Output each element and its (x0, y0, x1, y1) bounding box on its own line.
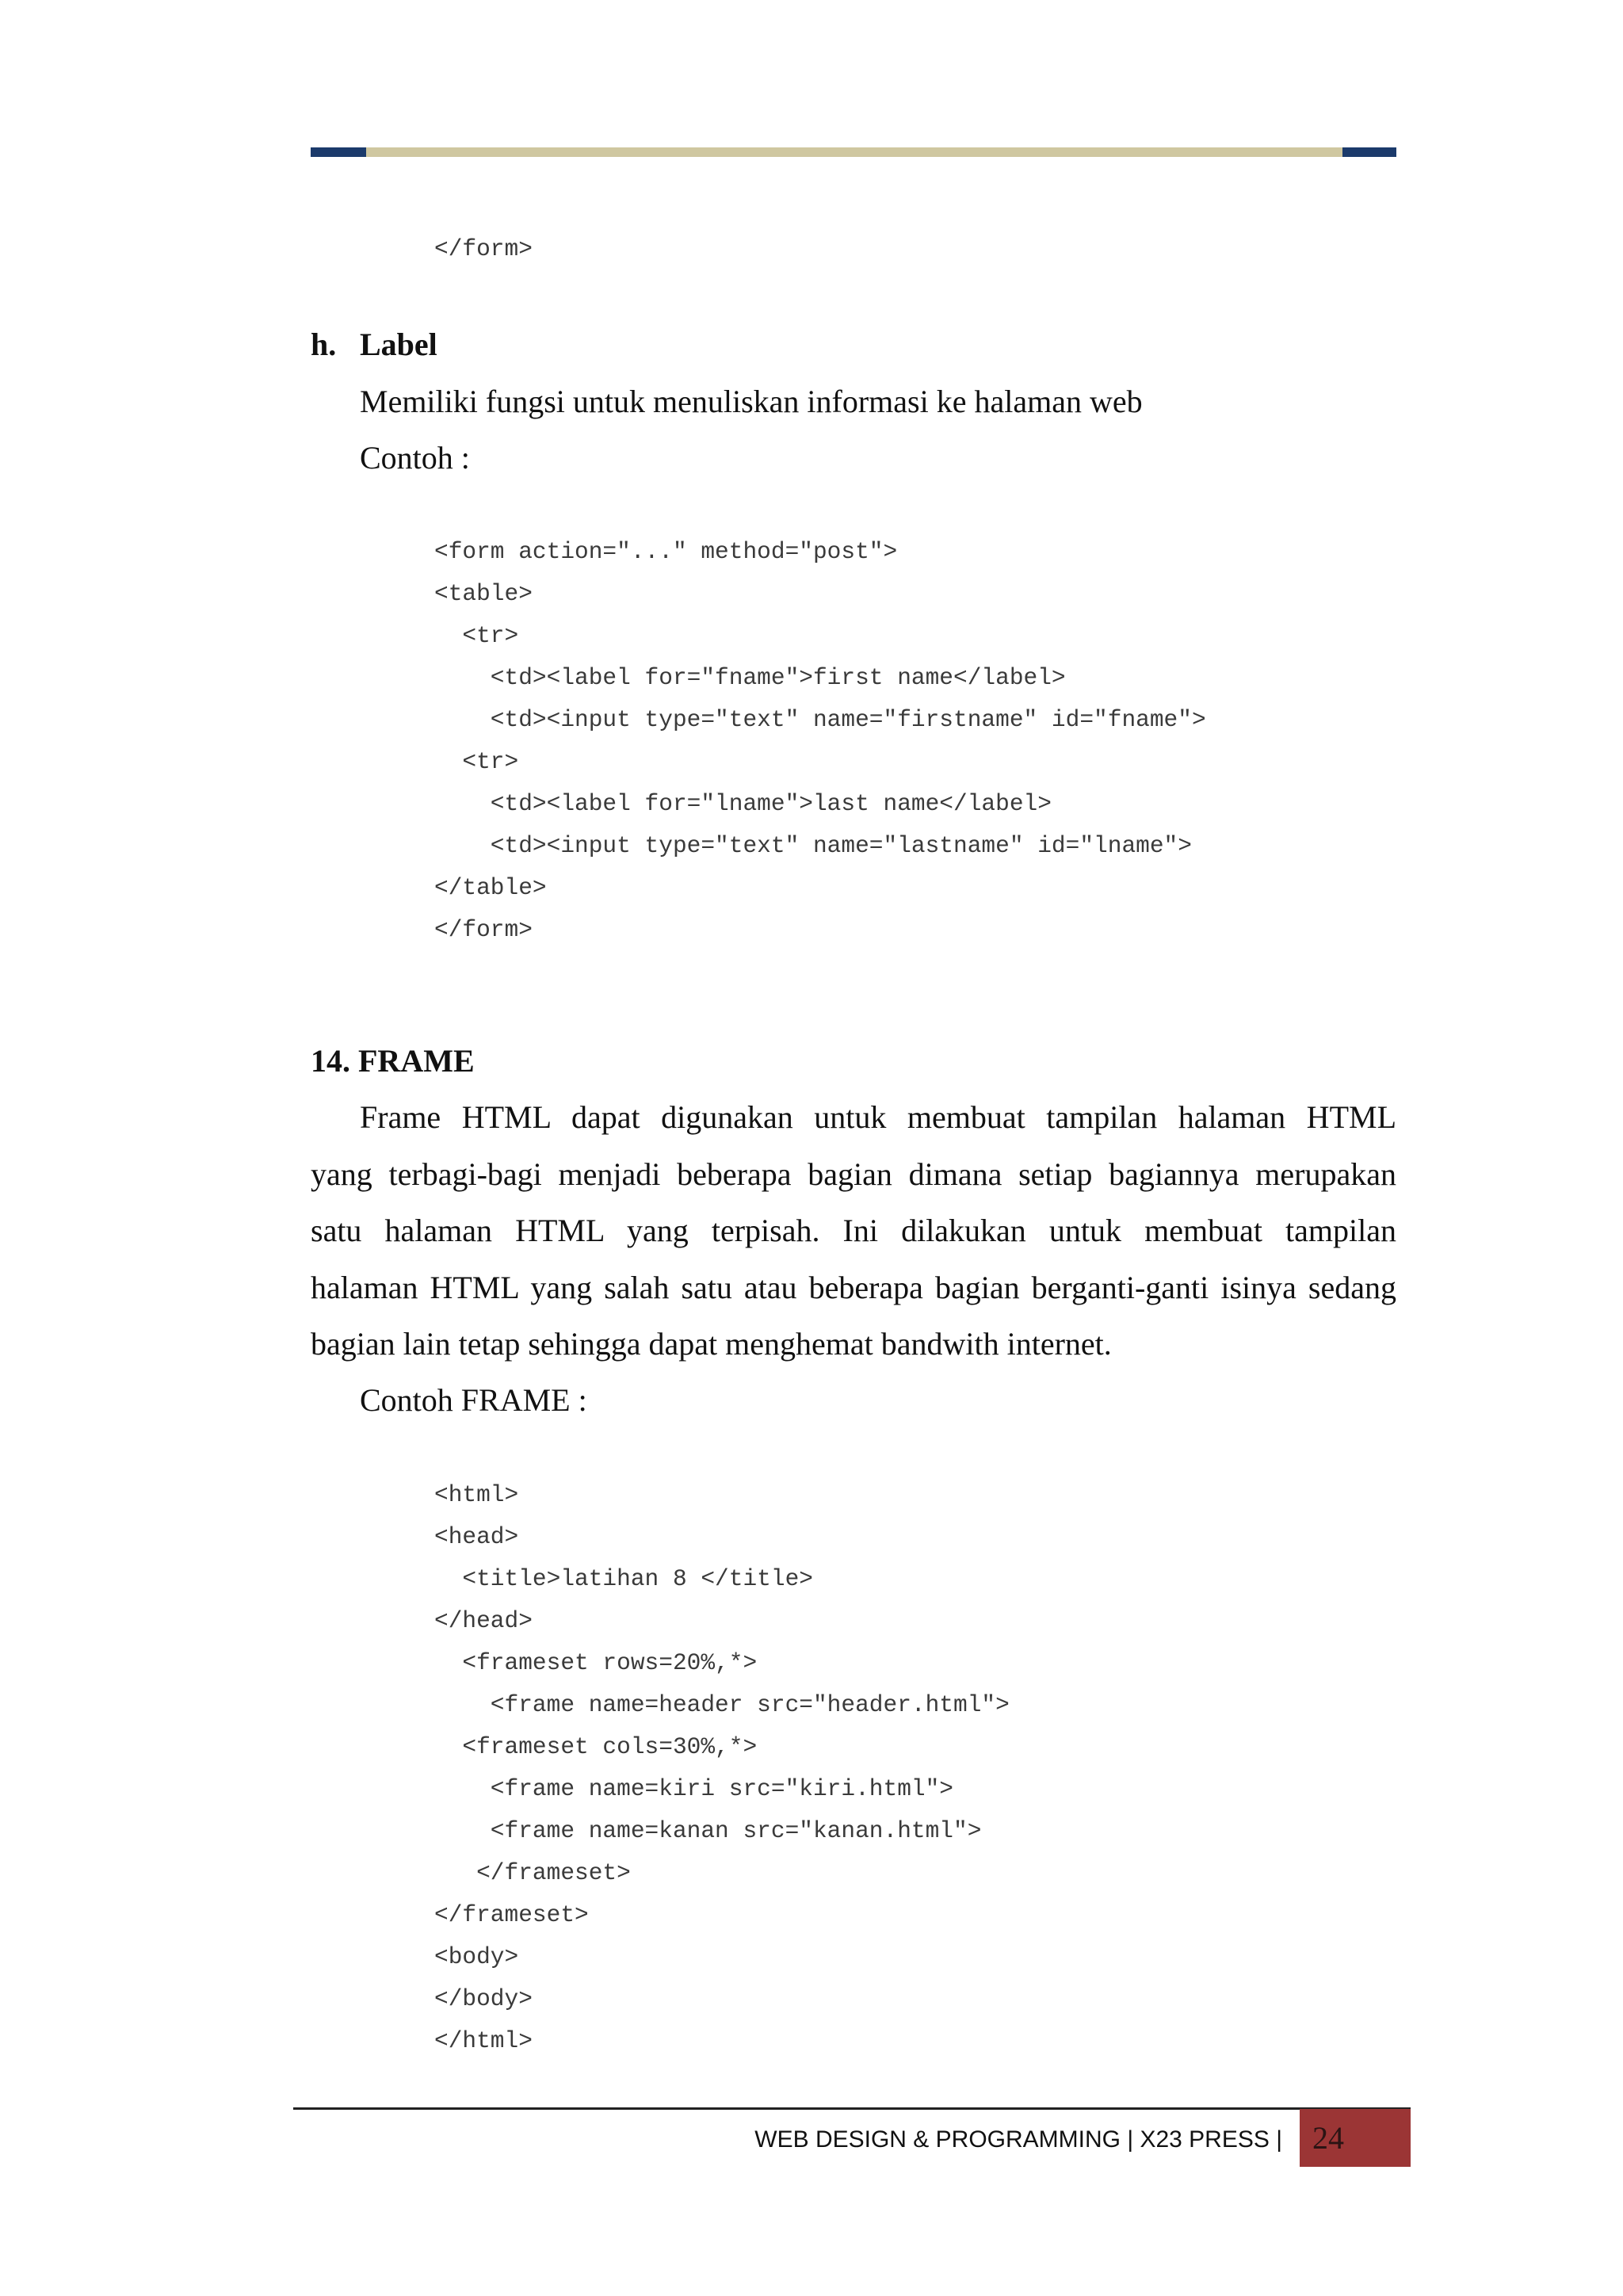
section-title: Label (360, 327, 437, 362)
code-block-frame-example (434, 1474, 1010, 2062)
code-line: </html> (434, 2027, 533, 2054)
code-line: </form> (434, 235, 533, 262)
paragraph-line: satu halaman HTML yang terpisah. Ini dilakukan untuk membuat tampilan (311, 1213, 1396, 1248)
header-bar-middle-segment (366, 147, 1342, 157)
section-marker: h. (311, 327, 337, 362)
footer-title: WEB DESIGN & PROGRAMMING | X23 PRESS | (754, 2126, 1282, 2153)
code-line: </table> (434, 874, 547, 901)
code-block-top (434, 228, 533, 270)
section-heading-label (311, 325, 437, 365)
code-line: <head> (434, 1523, 519, 1550)
code-line: </head> (434, 1607, 533, 1634)
paragraph-line: yang terbagi-bagi menjadi beberapa bagian dimana setiap bagiannya merupakan (311, 1156, 1396, 1192)
code-line: <frameset rows=20%,*> (434, 1649, 758, 1676)
code-block-label-example (434, 531, 1206, 951)
code-line: <frame name=kanan src="kanan.html"> (434, 1817, 982, 1844)
header-bar-left-segment (311, 147, 366, 157)
code-line: <tr> (434, 748, 519, 775)
code-line: <form action="..." method="post"> (434, 538, 898, 565)
code-line: </frameset> (434, 1901, 589, 1928)
code-line: <td><input type="text" name="firstname" id="fname"> (434, 706, 1206, 733)
code-line: <html> (434, 1481, 519, 1508)
section-heading-frame: 14. FRAME (311, 1043, 475, 1079)
header-bar-right-segment (1342, 147, 1396, 157)
frame-paragraph (311, 1089, 1396, 1373)
code-line: <tr> (434, 622, 519, 649)
code-line: </body> (434, 1985, 533, 2012)
page-number: 24 (1312, 2120, 1344, 2156)
code-line: <title>latihan 8 </title> (434, 1565, 813, 1592)
header-bar (311, 147, 1396, 157)
paragraph-line: halaman HTML yang salah satu atau beberapa bagian berganti-ganti isinya sedang (311, 1269, 1396, 1305)
label-description: Memiliki fungsi untuk menuliskan informasi ke halaman web (360, 384, 1143, 419)
code-line: <frame name=kiri src="kiri.html"> (434, 1775, 954, 1802)
paragraph-line: Frame HTML dapat digunakan untuk membuat tampilan halaman HTML (360, 1099, 1396, 1135)
code-line: <frameset cols=30%,*> (434, 1733, 758, 1760)
code-line: </frameset> (434, 1859, 631, 1886)
code-line: <td><label for="lname">last name</label> (434, 790, 1052, 817)
code-line: </form> (434, 916, 533, 943)
example-label: Contoh : (360, 440, 470, 476)
code-line: <td><input type="text" name="lastname" id="lname"> (434, 832, 1192, 859)
code-line: <frame name=header src="header.html"> (434, 1691, 1010, 1718)
paragraph-line: bagian lain tetap sehingga dapat menghemat bandwith internet. (311, 1326, 1112, 1362)
footer-rule (293, 2107, 1411, 2110)
code-line: <body> (434, 1943, 519, 1970)
code-line: <td><label for="fname">first name</label> (434, 664, 1066, 691)
code-line: <table> (434, 580, 533, 607)
example-frame-label: Contoh FRAME : (360, 1382, 587, 1418)
page-number-box (1300, 2109, 1411, 2167)
